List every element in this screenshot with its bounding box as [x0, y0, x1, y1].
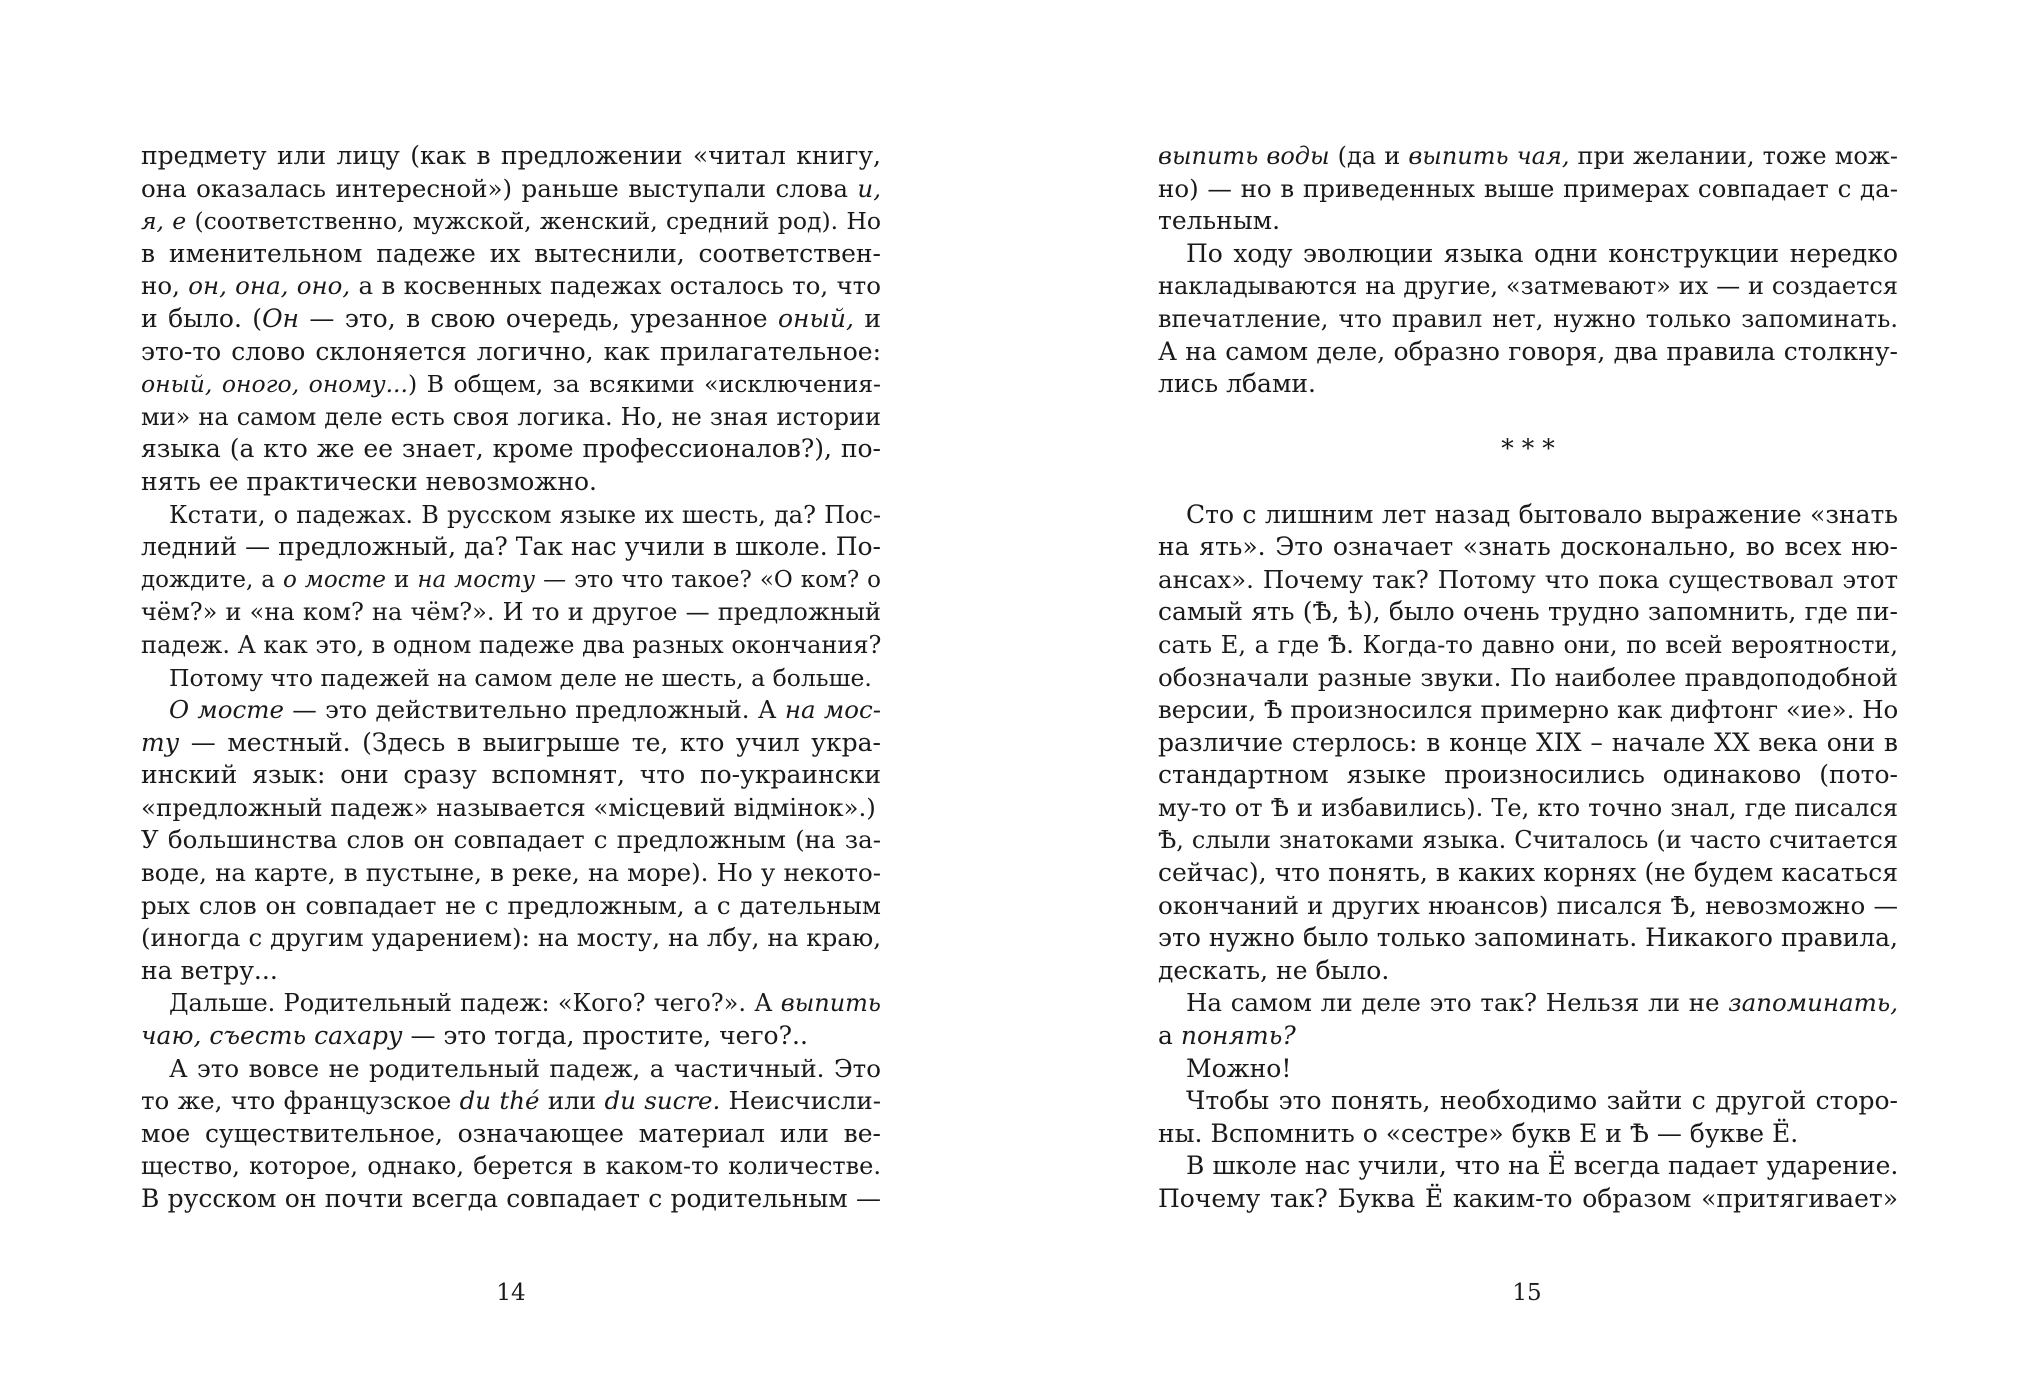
italic-text: и,	[857, 173, 881, 203]
text-line	[1158, 629, 1898, 662]
text-line	[1158, 596, 1898, 629]
text-run: это нужно было только запоминать. Никакого правила,	[1158, 923, 1898, 953]
italic-text: на мосту	[417, 566, 536, 593]
text-run: А это вовсе не родительный падеж, а частичный. Это	[169, 1053, 881, 1083]
text-run: но) — но в приведенных выше примерах совпадает с да-	[1158, 173, 1898, 203]
text-run: а в косвенных падежах осталось то, что	[350, 271, 881, 301]
text-run: сейчас), что понять, в каких корнях (не будем касаться	[1158, 858, 1898, 888]
text-line	[141, 1053, 881, 1086]
text-line	[1158, 1085, 1898, 1118]
text-line	[141, 629, 881, 662]
text-line	[141, 564, 881, 597]
text-run: мое существительное, означающее материал или ве-	[141, 1118, 881, 1148]
text-line	[141, 466, 881, 499]
text-line	[141, 401, 881, 434]
text-run: нять ее практически невозможно.	[141, 466, 597, 496]
text-run: Почему так? Буква Ё каким-то образом «притягивает»	[1158, 1184, 1898, 1213]
text-line	[1158, 694, 1898, 727]
right-page-text-top	[1158, 140, 1898, 401]
page-number-left: 14	[496, 1280, 526, 1306]
text-line	[1158, 955, 1898, 988]
italic-text: оный,	[778, 303, 854, 333]
text-run: различие стерлось: в конце XIX – начале XX века они в	[1158, 727, 1898, 757]
text-run: и было. (	[141, 303, 263, 333]
text-run: и	[853, 303, 882, 333]
italic-text: запоминать,	[1728, 988, 1898, 1018]
text-line	[1158, 857, 1898, 890]
text-line	[141, 662, 881, 695]
text-run: Сто с лишним лет назад бытовало выражение «знать	[1186, 499, 1898, 529]
italic-text: выпить воды	[1158, 142, 1330, 170]
text-line	[141, 1020, 881, 1053]
text-run: это-то слово склоняется логично, как прилагательное:	[141, 336, 881, 366]
italic-text: О мосте	[169, 695, 284, 725]
text-line	[1158, 987, 1898, 1020]
text-run: на ветру...	[141, 955, 278, 985]
text-run: она оказалась интересной») раньше выступали слова	[141, 173, 858, 203]
text-run: при желании, тоже мож-	[1569, 142, 1899, 170]
text-line	[141, 792, 881, 825]
text-line	[141, 140, 881, 173]
text-line	[141, 336, 881, 369]
text-line	[1158, 1118, 1898, 1151]
text-run: Чтобы это понять, необходимо зайти с другой сторо-	[1186, 1086, 1898, 1116]
text-run: — местный. (Здесь в выигрыше те, кто учил укра-	[179, 727, 881, 757]
italic-text: Он	[262, 303, 300, 333]
text-line	[1158, 499, 1898, 532]
text-run: А на самом деле, образно говоря, два правила столкну-	[1158, 336, 1898, 366]
text-run: обозначали разные звуки. По наиболее правдоподобной	[1158, 662, 1898, 692]
text-line	[1158, 140, 1898, 173]
text-line	[1158, 270, 1898, 303]
text-line	[141, 955, 881, 988]
text-run: «предложный падеж» называется «місцевий відмінок».)	[141, 792, 876, 822]
text-run: и	[386, 566, 418, 593]
text-run: рых слов он совпадает не с предложным, а с дательным	[141, 890, 881, 920]
text-run: инский язык: они сразу вспомнят, что по-украински	[141, 760, 881, 790]
right-page-text-bottom	[1158, 499, 1898, 1216]
text-run: Можно!	[1186, 1053, 1292, 1083]
text-run: (да и	[1329, 142, 1409, 170]
italic-text: ту	[141, 727, 180, 757]
text-line	[141, 531, 881, 564]
text-line	[1158, 205, 1898, 238]
page-number-right: 15	[1512, 1280, 1542, 1306]
section-gap-bottom	[1158, 466, 1898, 499]
text-line	[141, 890, 881, 923]
text-run: — это что такое? «О ком? о	[535, 566, 882, 593]
text-run: или	[539, 1086, 605, 1116]
text-run: По ходу эволюции языка одни конструкции нередко	[1186, 238, 1898, 268]
text-line	[1158, 1150, 1898, 1183]
text-line	[1158, 922, 1898, 955]
text-line	[141, 824, 881, 857]
section-gap-top	[1158, 401, 1898, 434]
text-run: — это действительно предложный. А	[283, 695, 785, 725]
italic-text: на мос-	[784, 695, 881, 725]
text-line	[141, 270, 881, 303]
text-run: языка (а кто же ее знает, кроме профессионалов?), по-	[141, 434, 881, 464]
text-line	[1158, 890, 1898, 923]
text-line	[141, 987, 881, 1020]
text-line	[141, 1118, 881, 1151]
text-run: предмету или лицу (как в предложении «читал книгу,	[141, 141, 881, 170]
text-line	[141, 727, 881, 760]
text-line	[1158, 1183, 1898, 1216]
italic-text: он, она, оно,	[188, 271, 351, 301]
text-line	[141, 303, 881, 336]
text-run: чём?» и «на ком? на чём?». И то и другое — предложный	[141, 598, 881, 627]
text-run: впечатление, что правил нет, нужно только запоминать.	[1158, 304, 1898, 333]
text-run: Ѣ, слыли знатоками языка. Считалось (и часто считается	[1158, 826, 1898, 855]
text-run: ) В общем, за всякими «исключения-	[408, 370, 881, 399]
text-run: В русском он почти всегда совпадает с родительным —	[141, 1184, 881, 1213]
text-line	[141, 368, 881, 401]
text-run: то же, что французское	[141, 1086, 460, 1116]
text-run: Дальше. Родительный падеж: «Кого? чего?». А	[169, 989, 781, 1018]
text-line	[1158, 336, 1898, 369]
text-line	[1158, 531, 1898, 564]
text-run: му-то от Ѣ и избавились). Те, кто точно знал, где писался	[1158, 793, 1898, 822]
text-line	[1158, 759, 1898, 792]
text-run: сать Е, а где Ѣ. Когда-то давно они, по всей вероятности,	[1158, 630, 1898, 659]
text-line	[141, 922, 881, 955]
text-run: на ять». Это означает «знать досконально, во всех ню-	[1158, 532, 1898, 562]
text-line	[1158, 824, 1898, 857]
text-run: У большинства слов он совпадает с предложным (на за-	[141, 825, 881, 855]
text-run: ми» на самом деле есть своя логика. Но, не зная истории	[141, 402, 881, 431]
italic-text: du sucre.	[604, 1086, 721, 1116]
text-run: Неисчисли-	[720, 1086, 882, 1116]
text-line	[141, 596, 881, 629]
text-run: (иногда с другим ударением): на мосту, на лбу, на краю,	[141, 923, 881, 953]
text-line	[141, 433, 881, 466]
text-line	[141, 499, 881, 532]
text-line	[141, 238, 881, 271]
italic-text: чаю, съесть сахару	[141, 1021, 403, 1051]
text-run: стандартном языке произносились одинаково (пото-	[1158, 760, 1898, 790]
right-page	[1158, 140, 1898, 1216]
text-run: Потому что падежей на самом деле не шесть, а больше.	[169, 663, 872, 692]
italic-text: выпить чая,	[1408, 142, 1570, 170]
text-run: версии, Ѣ произносился примерно как дифтонг «ие». Но	[1158, 695, 1899, 725]
italic-text: понять?	[1180, 1021, 1296, 1051]
text-line	[141, 857, 881, 890]
text-run: — это, в свою очередь, урезанное	[299, 303, 778, 333]
section-separator: * * *	[1501, 434, 1555, 464]
text-run: В школе нас учили, что на Ё всегда падает ударение.	[1186, 1151, 1899, 1181]
text-run: ны. Вспомнить о «сестре» букв Е и Ѣ — букве Ё.	[1158, 1118, 1799, 1148]
italic-text: du thé	[459, 1086, 540, 1116]
text-line	[141, 1183, 881, 1216]
text-line	[1158, 303, 1898, 336]
text-run: воде, на карте, в пустыне, в реке, на море). Но у некото-	[141, 858, 881, 888]
text-line	[1158, 792, 1898, 825]
text-line	[1158, 238, 1898, 271]
italic-text: выпить	[780, 989, 881, 1018]
italic-text: о мосте	[282, 566, 387, 593]
text-run: в именительном падеже их вытеснили, соответствен-	[141, 238, 881, 268]
text-line	[1158, 173, 1898, 206]
text-line	[1158, 727, 1898, 760]
text-run: — это тогда, простите, чего?..	[402, 1021, 808, 1051]
left-page-text	[141, 140, 881, 1216]
text-line	[141, 694, 881, 727]
text-line	[141, 1085, 881, 1118]
text-run: лись лбами.	[1158, 369, 1316, 399]
text-line	[141, 173, 881, 206]
text-run: накладываются на другие, «затмевают» их — и создается	[1158, 272, 1898, 301]
text-run: На самом ли деле это так? Нельзя ли не	[1186, 988, 1729, 1018]
text-line	[1158, 1020, 1898, 1053]
text-line	[1158, 662, 1898, 695]
left-page	[141, 140, 881, 1216]
text-run: ансах». Почему так? Потому что пока существовал этот	[1158, 564, 1898, 594]
text-line	[1158, 1053, 1898, 1086]
text-line	[1158, 564, 1898, 597]
text-line	[1158, 368, 1898, 401]
text-run: самый ять (Ѣ, ѣ), было очень трудно запомнить, где пи-	[1158, 597, 1898, 627]
text-run: дождите, а	[141, 566, 283, 593]
italic-text: я, е	[141, 207, 187, 236]
text-run: а	[1158, 1021, 1181, 1051]
text-line	[141, 759, 881, 792]
text-run: дескать, не было.	[1158, 955, 1390, 985]
text-run: щество, которое, однако, берется в каком-то количестве.	[141, 1152, 881, 1181]
text-line	[141, 205, 881, 238]
text-run: ледний — предложный, да? Так нас учили в школе. По-	[141, 532, 881, 562]
text-run: падеж. А как это, в одном падеже два разных окончания?	[141, 630, 882, 659]
text-run: но,	[141, 271, 189, 301]
text-run: Кстати, о падежах. В русском языке их шесть, да? Пос-	[169, 500, 881, 529]
text-run: окончаний и других нюансов) писался Ѣ, невозможно —	[1158, 890, 1898, 920]
text-run: (соответственно, мужской, женский, средний род). Но	[186, 207, 881, 236]
text-line	[141, 1150, 881, 1183]
text-run: тельным.	[1158, 206, 1281, 236]
italic-text: оный, оного, оному...	[141, 370, 408, 399]
